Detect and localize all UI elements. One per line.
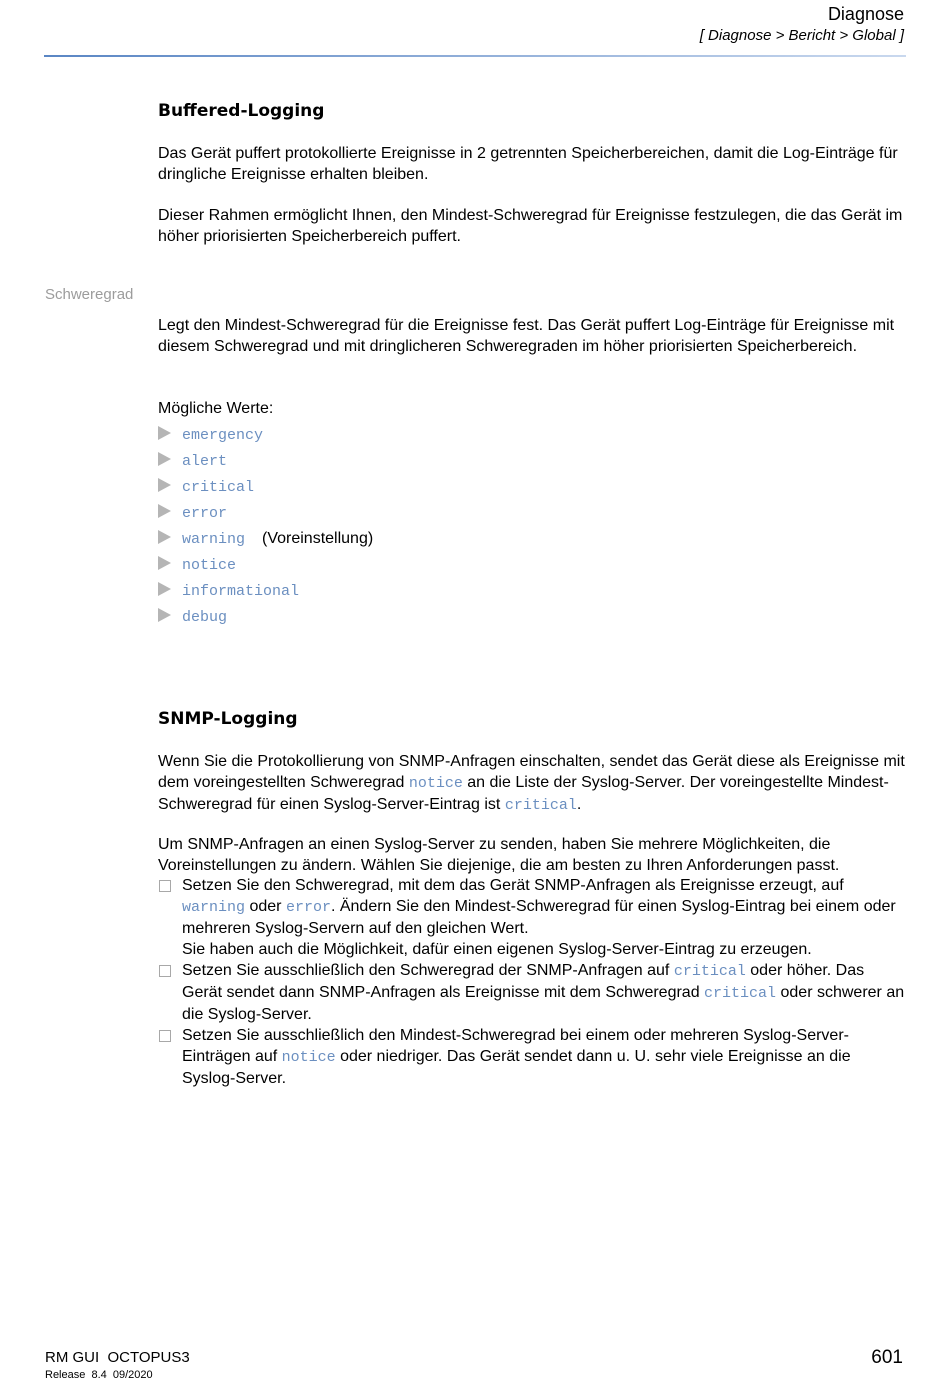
list-item: [158, 526, 373, 552]
list-item: [158, 552, 373, 578]
text-run: Sie haben auch die Möglichkeit, dafür einen eigenen Syslog-Server-Eintrag zu erzeugen.: [182, 941, 812, 958]
snmp-paragraph-2: Um SNMP-Anfragen an einen Syslog-Server zu senden, haben Sie mehrere Möglichkeiten, die Voreinstellungen zu ändern. Wählen Sie diejenige, die am besten zu Ihren Anforderungen passt.: [158, 836, 840, 874]
value-code: error: [182, 505, 228, 522]
severity-description: Legt den Mindest-Schweregrad für die Ereignisse fest. Das Gerät puffert Log-Einträge für Ereignisse mit diesem Schweregrad und mit dringlicheren Schweregraden im höher priorisierten Speicherbereich.: [158, 317, 895, 355]
text-run: Setzen Sie ausschließlich den Schweregrad der SNMP-Anfragen auf: [182, 962, 674, 979]
possible-values-intro: Mögliche Werte:: [158, 400, 274, 417]
section-heading-buffered-logging: Buffered-Logging: [158, 101, 325, 121]
value-code: alert: [182, 453, 228, 470]
checkbox-bullet-icon: [159, 965, 171, 977]
value-code: debug: [182, 609, 228, 626]
text-run: oder niedriger. Das Gerät sendet dann u. U. sehr viele Ereignisse an die Syslog-Server.: [182, 1048, 851, 1087]
parameter-label-schweregrad: Schweregrad: [45, 286, 134, 303]
bullet-triangle-icon: [158, 478, 171, 492]
text-run: Wenn Sie die Protokollierung von SNMP-Anfragen einschalten, sendet das Gerät diese als Ereignisse mit dem voreingestellten Schweregrad: [158, 753, 905, 791]
value-code: notice: [182, 557, 237, 574]
text-run: .: [576, 796, 582, 813]
text-run: oder höher. Das Gerät sendet dann SNMP-Anfragen als Ereignisse mit dem Schweregrad: [182, 962, 865, 1001]
buffered-paragraph-2: Dieser Rahmen ermöglicht Ihnen, den Mindest-Schweregrad für Ereignisse festzulegen, die das Gerät im höher priorisierten Speicherbereich puffert.: [158, 207, 903, 245]
list-item: [158, 448, 373, 474]
text-run: Setzen Sie ausschließlich den Mindest-Schweregrad bei einem oder mehreren Syslog-Server-Einträgen auf: [182, 1027, 849, 1065]
text-run: Setzen Sie den Schweregrad, mit dem das Gerät SNMP-Anfragen als Ereignisse erzeugt, auf: [182, 877, 844, 894]
list-item: [158, 875, 906, 960]
value-code: warning: [182, 531, 246, 548]
breadcrumb: [ Diagnose > Bericht > Global ]: [699, 27, 904, 44]
text-run: . Ändern Sie den Mindest-Schweregrad für einen Syslog-Eintrag bei einem oder mehreren Syslog-Servern auf den gleichen Wert.: [182, 898, 896, 937]
list-item: [158, 474, 373, 500]
value-note: (Voreinstellung): [262, 530, 374, 547]
severity-values-list: [158, 422, 373, 630]
inline-code: notice: [281, 1049, 336, 1066]
footer-release: Release 8.4 09/2020: [45, 1369, 153, 1381]
list-item: [158, 422, 373, 448]
page-number: 601: [871, 1347, 903, 1368]
text-run: an die Liste der Syslog-Server. Der voreingestellte Mindest-Schweregrad für einen Syslog-Server-Eintrag ist: [158, 774, 889, 813]
chapter-title: Diagnose: [827, 4, 904, 24]
inline-code: warning: [182, 899, 246, 916]
inline-code: critical: [673, 963, 746, 980]
bullet-triangle-icon: [158, 556, 171, 570]
list-item: [158, 500, 373, 526]
buffered-paragraph-1: Das Gerät puffert protokollierte Ereignisse in 2 getrennten Speicherbereichen, damit die Log-Einträge für dringliche Ereignisse erhalten bleiben.: [158, 145, 898, 183]
checkbox-bullet-icon: [159, 1030, 171, 1042]
inline-code: error: [285, 899, 331, 916]
section-heading-snmp-logging: SNMP-Logging: [158, 709, 298, 729]
bullet-triangle-icon: [158, 504, 171, 518]
bullet-triangle-icon: [158, 530, 171, 544]
list-item: [158, 960, 906, 1025]
value-code: informational: [182, 583, 300, 600]
bullet-triangle-icon: [158, 608, 171, 622]
list-item: [158, 1025, 906, 1089]
footer-document-title: RM GUI OCTOPUS3: [45, 1349, 190, 1366]
list-item: [158, 578, 373, 604]
bullet-triangle-icon: [158, 426, 171, 440]
inline-code: critical: [704, 985, 777, 1002]
bullet-triangle-icon: [158, 452, 171, 466]
inline-code: notice: [408, 775, 463, 792]
text-run: oder: [245, 898, 286, 915]
header-divider: [44, 55, 906, 57]
value-code: emergency: [182, 427, 264, 444]
snmp-paragraph-1: [158, 751, 906, 816]
value-code: critical: [182, 479, 255, 496]
checkbox-bullet-icon: [159, 880, 171, 892]
snmp-options-list: [158, 875, 906, 1089]
text-run: oder schwerer an die Syslog-Server.: [182, 984, 905, 1023]
inline-code: critical: [504, 797, 577, 814]
list-item: [158, 604, 373, 630]
bullet-triangle-icon: [158, 582, 171, 596]
